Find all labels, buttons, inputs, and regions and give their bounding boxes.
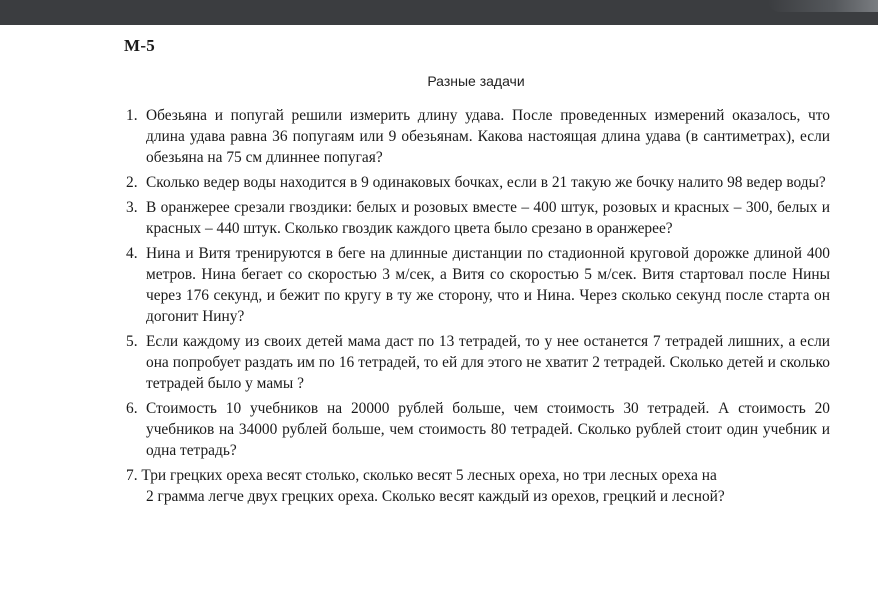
task-item	[126, 465, 830, 507]
task-number: 6.	[126, 400, 138, 417]
task-number: 5.	[126, 333, 138, 350]
task-text: Нина и Витя тренируются в беге на длинные дистанции по стадионной круговой дорожке длиной 400 метров. Нина бегает со скоростью 3 м/сек, а Витя со скоростью 5 м/сек. Витя стартовал после Нины через 176 секунд, и бежит по кругу в ту же сторону, что и Нина. Через сколько секунд после старта он догонит Нину?	[146, 245, 830, 325]
task-text: В оранжерее срезали гвоздики: белых и розовых вместе – 400 штук, розовых и красных – 300, белых и красных – 440 штук. Сколько гвоздик каждого цвета было срезано в оранжерее?	[146, 199, 830, 237]
task-number: 2.	[126, 174, 138, 191]
task-item	[126, 331, 830, 394]
task-text: Стоимость 10 учебников на 20000 рублей больше, чем стоимость 30 тетрадей. А стоимость 20 учебников на 34000 рублей больше, чем стоимость 80 тетрадей. Сколько рублей стоит один учебник и одна тетрадь?	[146, 400, 830, 459]
task-text: Если каждому из своих детей мама даст по 13 тетрадей, то у нее останется 7 тетрадей лишних, а если она попробует раздать им по 16 тетрадей, то ей для этого не хватит 2 тетрадей. Сколько детей и сколько тетрадей было у мамы ?	[146, 333, 830, 392]
task-item	[126, 172, 830, 193]
task-number: 3.	[126, 199, 138, 216]
task-list	[126, 105, 830, 511]
document-id: М-5	[124, 36, 156, 55]
task-number: 1.	[126, 107, 138, 124]
viewer-top-bar	[0, 0, 878, 25]
task-text: Обезьяна и попугай решили измерить длину удава. После проведенных измерений оказалось, что длина удава равна 36 попугаям или 9 обезьянам. Какова настоящая длина удава (в сантиметрах), если обезьяна на 75 см длиннее попугая?	[146, 107, 830, 166]
task-text-first-line: Три грецких ореха весят столько, сколько весят 5 лесных ореха, но три лесных ореха на	[141, 467, 717, 484]
task-text-continuation: 2 грамма легче двух грецких ореха. Сколько весят каждый из орехов, грецкий и лесной?	[146, 488, 725, 505]
task-text: Сколько ведер воды находится в 9 одинаковых бочках, если в 21 такую же бочку налито 98 ведер воды?	[146, 174, 826, 191]
task-item	[126, 398, 830, 461]
page-title: Разные задачи	[427, 73, 525, 89]
task-item	[126, 197, 830, 239]
task-item	[126, 105, 830, 168]
task-item	[126, 243, 830, 327]
task-number: 7.	[126, 467, 138, 484]
task-number: 4.	[126, 245, 138, 262]
top-bar-corner-decoration	[768, 0, 878, 12]
